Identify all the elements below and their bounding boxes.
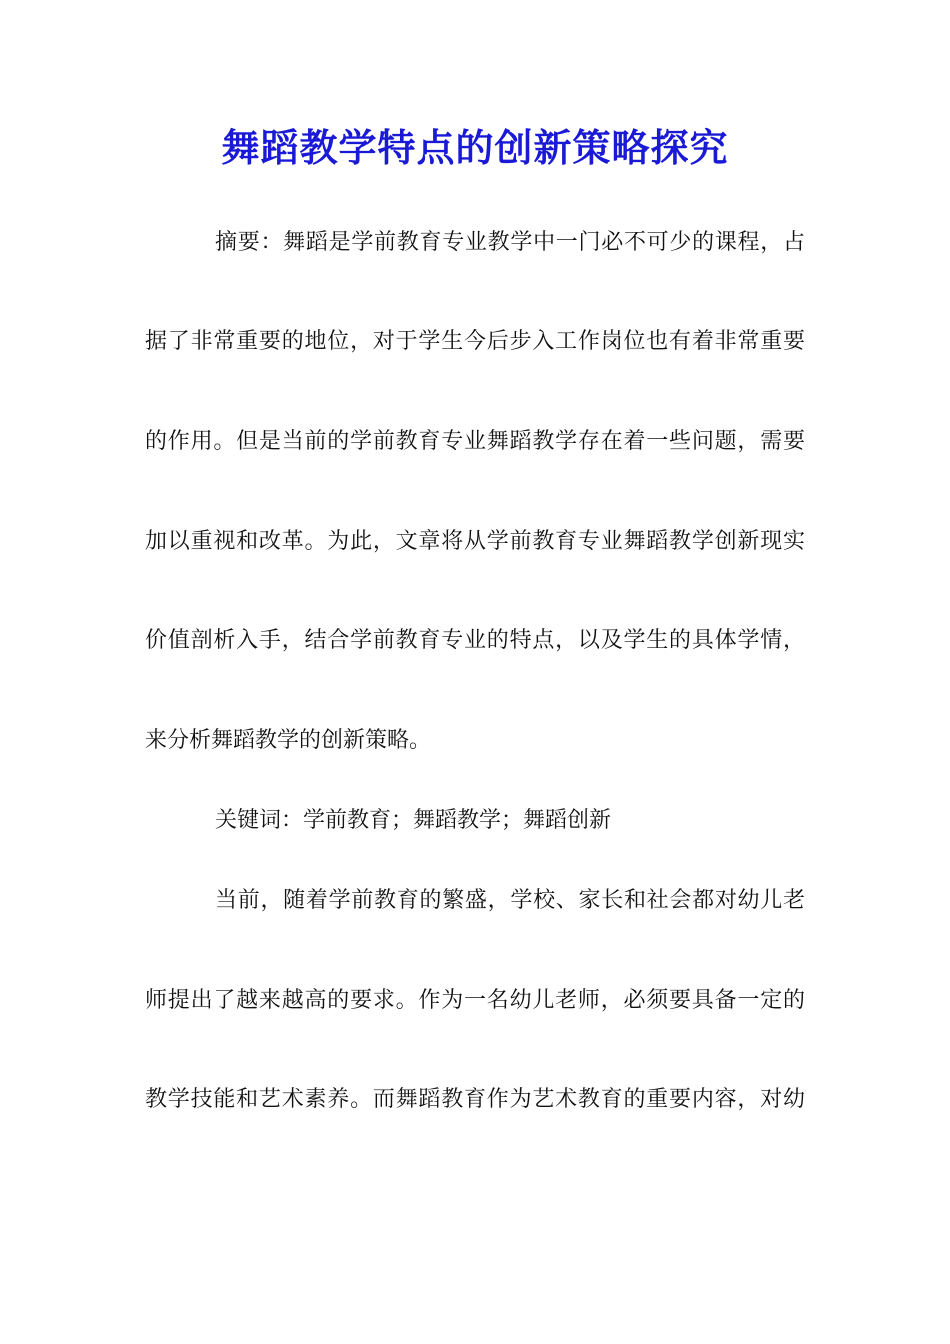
abstract-line-6: 来分析舞蹈教学的创新策略。: [145, 728, 432, 753]
keywords-line: 关键词：学前教育；舞蹈教学；舞蹈创新: [215, 808, 612, 833]
abstract-line-5: 价值剖析入手，结合学前教育专业的特点，以及学生的具体学情，: [145, 628, 805, 653]
body-line-3: 教学技能和艺术素养。而舞蹈教育作为艺术教育的重要内容，对幼: [145, 1087, 805, 1112]
abstract-line-3: 的作用。但是当前的学前教育专业舞蹈教学存在着一些问题，需要: [145, 429, 805, 454]
abstract-line-2: 据了非常重要的地位，对于学生今后步入工作岗位也有着非常重要: [145, 329, 805, 354]
body-line-1: 当前，随着学前教育的繁盛，学校、家长和社会都对幼儿老: [215, 888, 805, 913]
abstract-line-1: 摘要：舞蹈是学前教育专业教学中一门必不可少的课程，占: [215, 230, 805, 255]
document-title: 舞蹈教学特点的创新策略探究: [221, 125, 729, 170]
abstract-line-4: 加以重视和改革。为此，文章将从学前教育专业舞蹈教学创新现实: [145, 529, 805, 554]
body-line-2: 师提出了越来越高的要求。作为一名幼儿老师，必须要具备一定的: [145, 988, 805, 1013]
